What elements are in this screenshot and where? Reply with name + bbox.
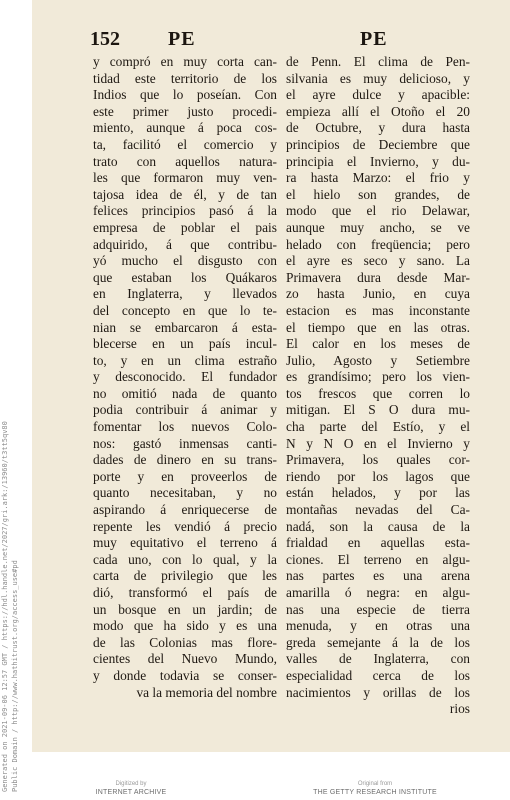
text-line: principios de Deciembre que xyxy=(286,136,470,152)
text-line: repente les vendió á precio xyxy=(93,518,277,534)
text-line: Julio, Agosto y Setiembre xyxy=(286,352,470,368)
text-line: miento, aunque á poca cos- xyxy=(93,120,277,136)
text-line: helado con freqüencia; pero xyxy=(286,236,470,252)
text-line: riendo por los lagos que xyxy=(286,468,470,484)
text-line: tos frescos que corren lo xyxy=(286,385,470,401)
text-line: nas una especie de tierra xyxy=(286,601,470,617)
digitizer-credit xyxy=(76,780,186,797)
text-line: ta, facilitó el comercio y xyxy=(93,136,277,152)
text-line: nadá, son la causa de la xyxy=(286,518,470,534)
source-credit xyxy=(300,780,450,797)
text-line: que estaban los Quákaros xyxy=(93,269,277,285)
text-line: el hielo son grandes, de xyxy=(286,186,470,202)
text-line: dades de dinero en su trans- xyxy=(93,452,277,468)
header-word-right: PE xyxy=(360,28,388,50)
text-line: principia el Invierno, y du- xyxy=(286,153,470,169)
text-line: aunque muy ancho, se ve xyxy=(286,219,470,235)
text-line: estacion es mas inconstante xyxy=(286,302,470,318)
text-line: no omitió nada de quanto xyxy=(93,385,277,401)
text-line: felices principios pasó á la xyxy=(93,203,277,219)
text-line: cada uno, con lo qual, y la xyxy=(93,551,277,567)
text-line: fomentar los nuevos Colo- xyxy=(93,419,277,435)
text-line: montañas nevadas del Ca- xyxy=(286,502,470,518)
internet-archive-label: INTERNET ARCHIVE xyxy=(95,789,167,796)
text-line: del concepto en que lo te- xyxy=(93,302,277,318)
text-line: ra hasta Marzo: el frio y xyxy=(286,170,470,186)
text-line: mitigan. El S O dura mu- xyxy=(286,402,470,418)
text-line: empresa de poblar el pais xyxy=(93,219,277,235)
text-line: N y N O en el Invierno y xyxy=(286,435,470,451)
text-line: en Inglaterra, y llevados xyxy=(93,286,277,302)
text-line: dió, transformó el país de xyxy=(93,585,277,600)
text-line: es grandísimo; pero los vien- xyxy=(286,369,470,385)
text-line: les que formaron muy ven- xyxy=(93,170,277,186)
text-line: Indios que lo poseían. Con xyxy=(93,87,277,103)
text-line: modo que el rio Delawar, xyxy=(286,203,470,219)
text-line: valles de Inglaterra, con xyxy=(286,651,470,667)
text-line: zo hasta Junio, en cuya xyxy=(286,286,470,302)
text-line: el ayre dulce y apacible: xyxy=(286,87,470,103)
text-line: to, y en un clima estraño xyxy=(93,352,277,368)
text-line: adquirido, á que contribu- xyxy=(93,236,277,252)
text-line: rios xyxy=(449,701,470,717)
generated-notice: Generated on 2021-09-06 12:57 GMT / https://hdl.handle.net/2027/gri.ark:/13960/t3tt5qv80 xyxy=(1,421,9,792)
public-domain-notice: Public Domain / http://www.hathitrust.org/access_use#pd xyxy=(11,560,19,792)
text-line: cientes del Nuevo Mundo, xyxy=(93,651,277,667)
text-line: y donde todavia se conser- xyxy=(93,667,277,683)
original-from-label: Original from xyxy=(357,781,393,787)
text-line: greda semejante á la de los xyxy=(286,634,470,650)
digitization-footer xyxy=(0,780,510,800)
text-line: especialidad cerca de los xyxy=(286,667,470,683)
text-line: muy equitativo el terreno á xyxy=(93,535,277,551)
text-line: yó mucho el disgusto con xyxy=(93,253,277,269)
text-line: blecerse en un país incul- xyxy=(93,336,277,352)
access-notice xyxy=(0,12,20,792)
digitized-by-label: Digitized by xyxy=(115,781,147,787)
text-line: tajosa idea de él, y de tan xyxy=(93,186,277,202)
watermark-sidebar xyxy=(0,0,32,800)
text-line: ciones. El terreno en algu- xyxy=(286,551,470,567)
text-line: de las Colonias mas flore- xyxy=(93,634,277,650)
text-line: trato con aquellos natura- xyxy=(93,153,277,169)
text-line: Primavera dura desde Mar- xyxy=(286,269,470,285)
text-line: va la memoria del nombre xyxy=(136,684,277,700)
text-line: silvania es muy delicioso, y xyxy=(286,70,470,86)
text-line: nian se embarcaron á esta- xyxy=(93,319,277,335)
getty-institute-label: THE GETTY RESEARCH INSTITUTE xyxy=(313,789,437,796)
text-line: podia contribuir á animar y xyxy=(93,402,277,418)
running-header xyxy=(90,28,470,56)
text-line: aspirando á enriquecerse de xyxy=(93,502,277,518)
text-line: cha parte del Estío, y el xyxy=(286,419,470,435)
text-line: Primavera, los quales cor- xyxy=(286,452,470,468)
text-line: y compró en muy corta can- xyxy=(93,54,277,69)
text-line: El calor en los meses de xyxy=(286,336,470,352)
text-line: el tiempo que en las otras. xyxy=(286,319,470,335)
text-line: modo que ha sido y es una xyxy=(93,618,277,634)
right-column xyxy=(286,54,470,718)
text-line: tidad este territorio de los xyxy=(93,70,277,86)
text-line: nacimientos y orillas de los xyxy=(286,684,470,700)
text-line: de Penn. El clima de Pen- xyxy=(286,54,470,69)
header-word-left: PE xyxy=(168,28,196,50)
text-line: el ayre es seco y sano. La xyxy=(286,253,470,269)
text-line: carta de privilegio que les xyxy=(93,568,277,584)
text-line: un bosque en un jardin; de xyxy=(93,601,277,617)
text-line: este primer justo procedi- xyxy=(93,103,277,119)
text-line: empieza allí el Otoño el 20 xyxy=(286,103,470,119)
text-line: amarilla ó negra: en algu- xyxy=(286,585,470,600)
text-line: nas partes es una arena xyxy=(286,568,470,584)
page-number: 152 xyxy=(90,28,120,50)
text-line: menuda, y en otras una xyxy=(286,618,470,634)
text-line: frialdad en aquellas esta- xyxy=(286,535,470,551)
text-line: de Octubre, y dura hasta xyxy=(286,120,470,136)
text-line: nos: gastó inmensas canti- xyxy=(93,435,277,451)
text-line: quanto necesitaban, y no xyxy=(93,485,277,501)
text-line: porte y en proveerlos de xyxy=(93,468,277,484)
left-column xyxy=(93,54,277,701)
text-line: y desconocido. El fundador xyxy=(93,369,277,385)
text-line: están helados, y por las xyxy=(286,485,470,501)
